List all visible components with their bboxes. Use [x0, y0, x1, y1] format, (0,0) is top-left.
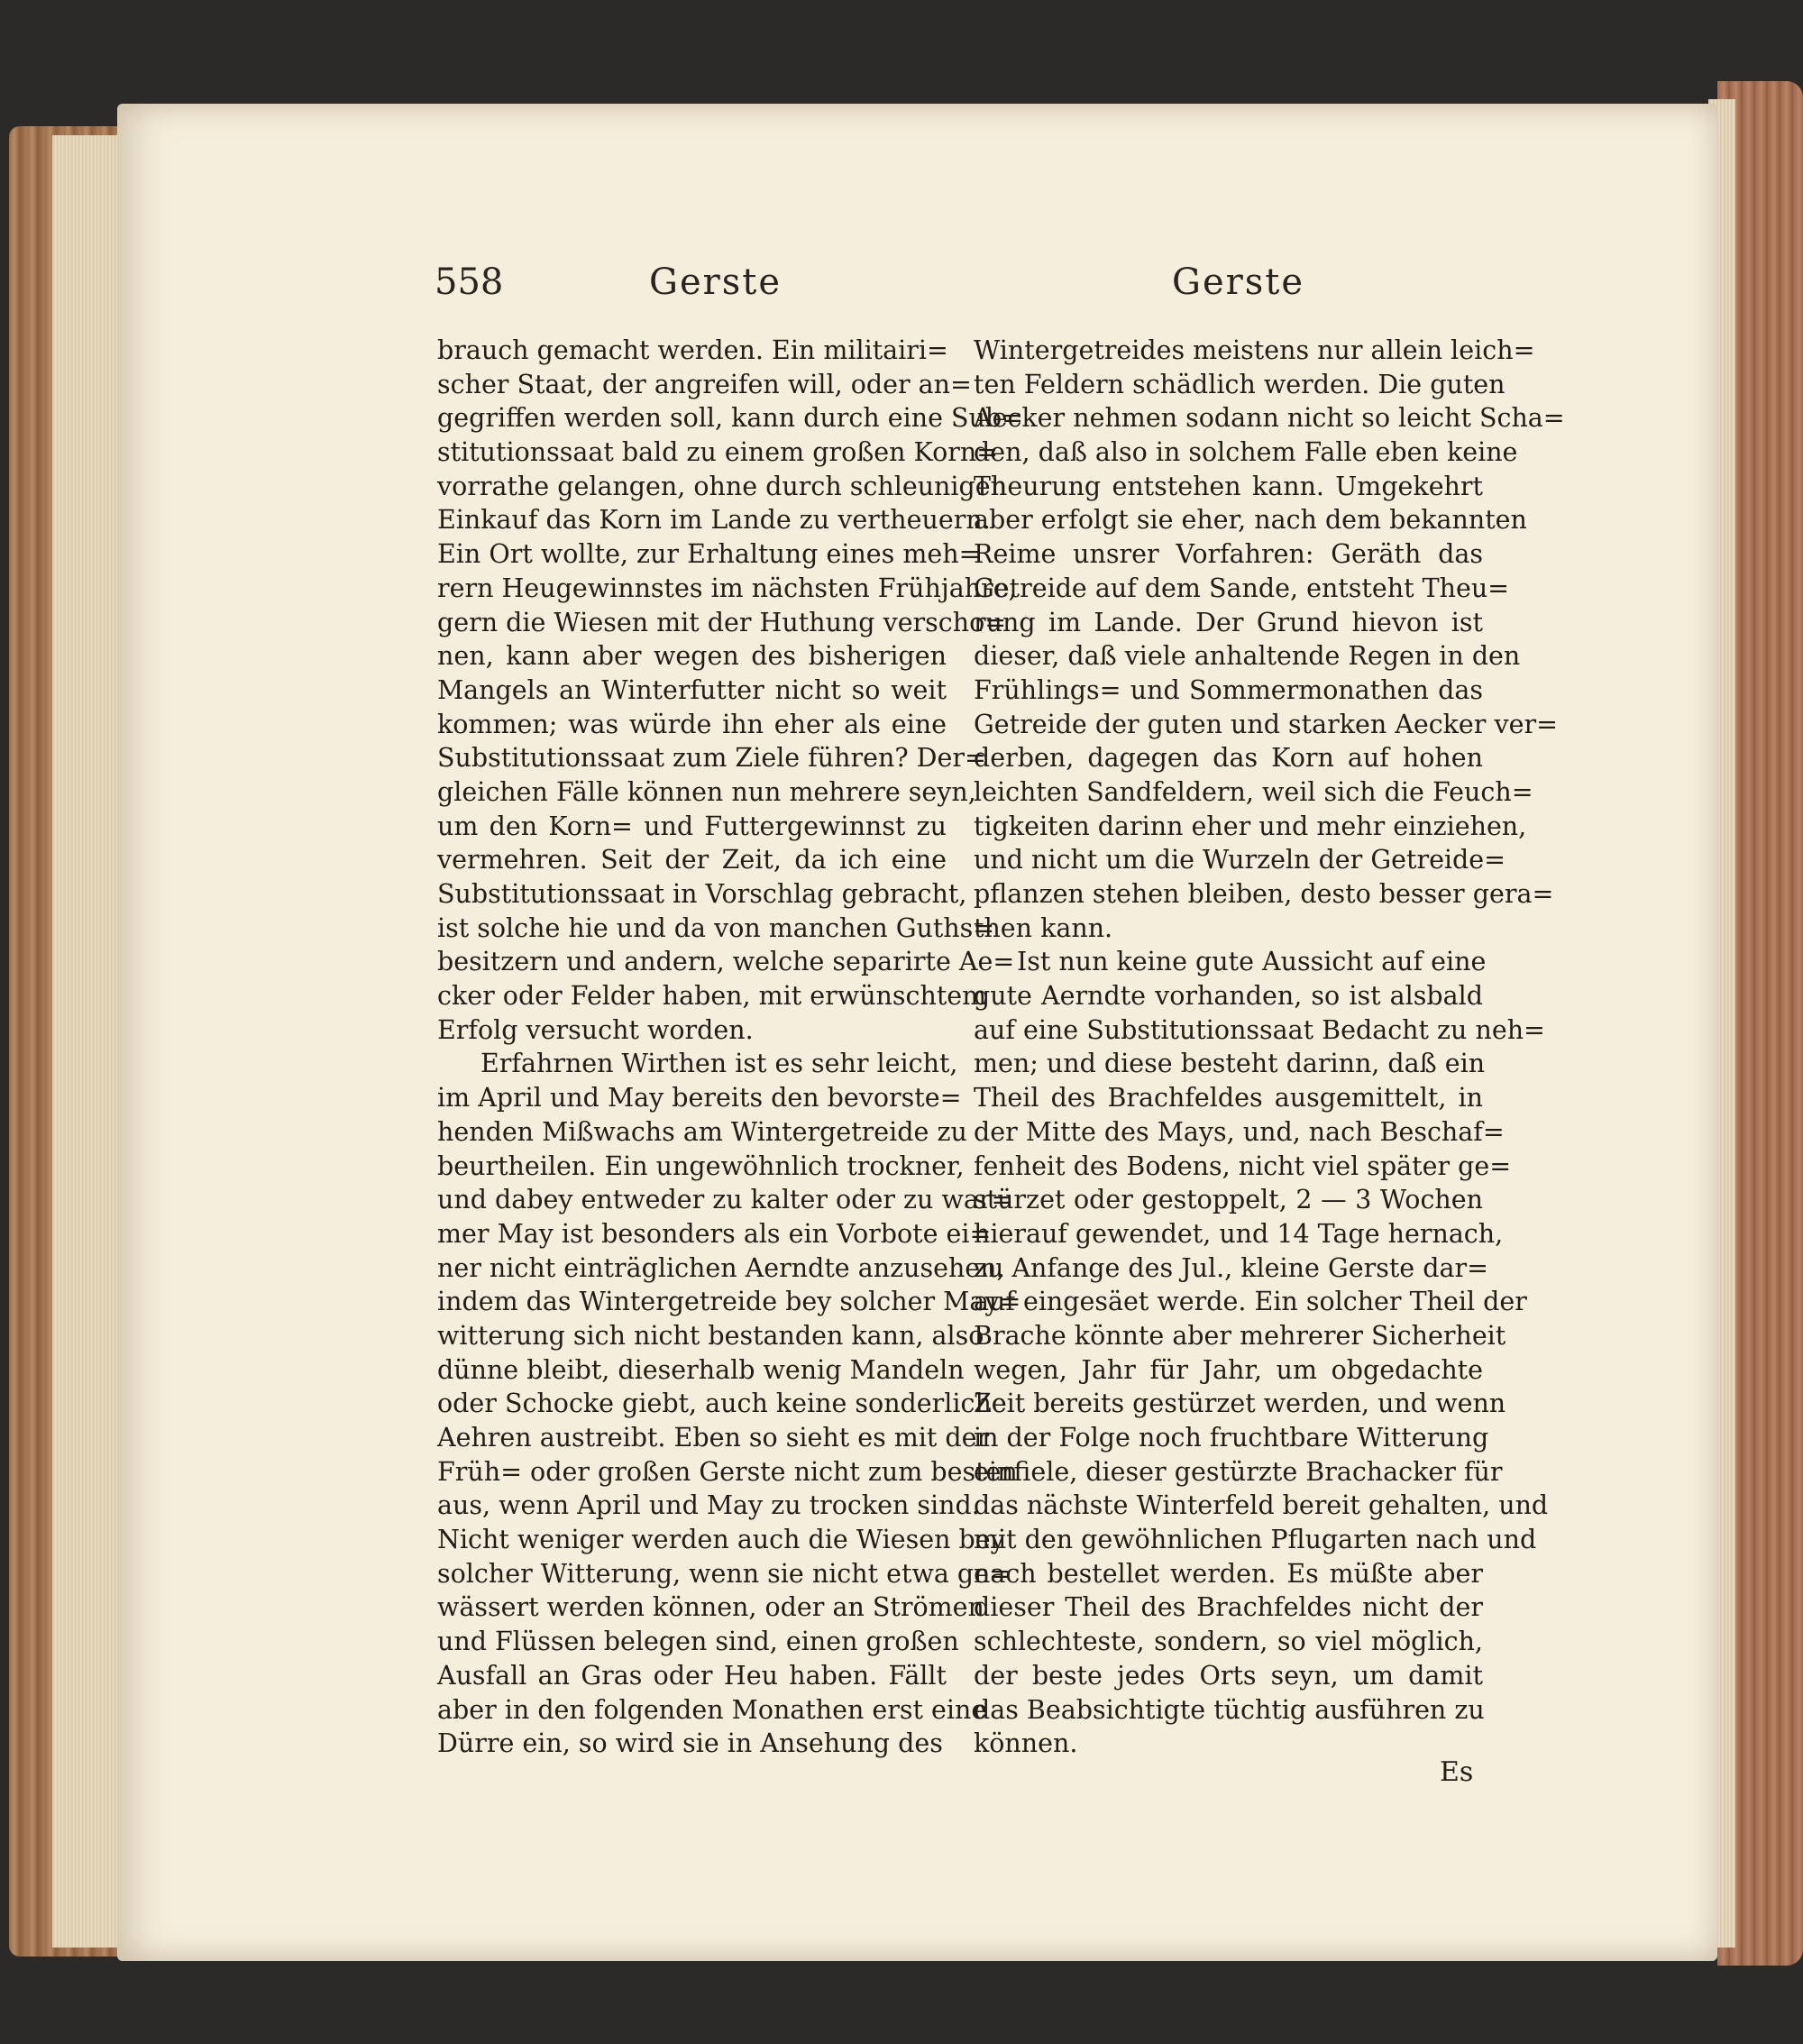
text-line: indem das Wintergetreide bey solcher May=: [437, 1287, 1021, 1317]
text-line: Aehren austreibt. Eben so sieht es mit der: [437, 1423, 990, 1453]
text-line: mer May ist besonders als ein Vorbote ei=: [437, 1218, 992, 1249]
text-line: gegriffen werden soll, kann durch eine Sub=: [437, 403, 1024, 434]
text-line: in der Folge noch fruchtbare Witterung: [974, 1423, 1489, 1453]
text-line: aber in den folgenden Monathen erst eine: [437, 1694, 987, 1725]
text-line: hierauf gewendet, und 14 Tage hernach,: [974, 1218, 1504, 1249]
text-line: mit den gewöhnlichen Pflugarten nach und: [974, 1525, 1537, 1555]
text-line: oder Schocke giebt, auch keine sonderliche: [437, 1389, 1007, 1419]
text-line: cker oder Felder haben, mit erwünschtem: [437, 981, 987, 1012]
text-line: Reime unsrer Vorfahren: Geräth das: [974, 539, 1483, 570]
text-line: witterung sich nicht bestanden kann, also: [437, 1320, 984, 1351]
text-line: henden Mißwachs am Wintergetreide zu: [437, 1116, 967, 1147]
text-line: Dürre ein, so wird sie in Ansehung des: [437, 1728, 943, 1759]
text-line: rung im Lande. Der Grund hievon ist: [974, 607, 1483, 637]
text-line: vorrathe gelangen, ohne durch schleunigen: [437, 471, 1007, 501]
text-line: auf eine Substitutionssaat Bedacht zu neh=: [974, 1014, 1545, 1045]
text-line: gleichen Fälle können nun mehrere seyn,: [437, 776, 976, 807]
text-line: das nächste Winterfeld bereit gehalten, und: [974, 1490, 1549, 1521]
text-line: und Flüssen belegen sind, einen großen: [437, 1627, 959, 1657]
text-line: und nicht um die Wurzeln der Getreide=: [974, 845, 1506, 875]
running-title-right: Gerste: [1172, 261, 1305, 303]
text-line: vermehren. Seit der Zeit, da ich eine: [437, 845, 947, 875]
text-line: scher Staat, der angreifen will, oder an=: [437, 369, 972, 399]
text-line: Substitutionssaat in Vorschlag gebracht,: [437, 879, 967, 909]
text-line: Mangels an Winterfutter nicht so weit: [437, 674, 947, 705]
left-text-column: [437, 334, 1024, 1761]
page-number: 558: [435, 261, 504, 303]
text-line: Theil des Brachfeldes ausgemittelt, in: [974, 1083, 1483, 1114]
catchword: Es: [1440, 1756, 1474, 1788]
text-line: beurtheilen. Ein ungewöhnlich trockner,: [437, 1150, 965, 1181]
text-line: fenheit des Bodens, nicht viel später ge=: [974, 1150, 1512, 1181]
text-line: gern die Wiesen mit der Huthung verscho=: [437, 607, 1007, 637]
text-line: und dabey entweder zu kalter oder zu war=: [437, 1185, 1013, 1215]
text-line: dieser Theil des Brachfeldes nicht der: [974, 1592, 1483, 1623]
running-title-left: Gerste: [649, 261, 783, 303]
text-line: nach bestellet werden. Es müßte aber: [974, 1558, 1483, 1589]
text-line: schlechteste, sondern, so viel möglich,: [974, 1627, 1483, 1657]
text-line: Ist nun keine gute Aussicht auf eine: [1017, 947, 1487, 977]
text-line: Getreide der guten und starken Aecker ver=: [974, 709, 1558, 739]
text-line: ner nicht einträglichen Aerndte anzusehen,: [437, 1252, 1005, 1283]
text-line: Erfolg versucht worden.: [437, 1014, 754, 1045]
text-line: um den Korn= und Futtergewinnst zu: [437, 811, 947, 841]
text-line: der beste jedes Orts seyn, um damit: [974, 1660, 1483, 1691]
text-line: kommen; was würde ihn eher als eine: [437, 709, 947, 739]
text-line: Früh= oder großen Gerste nicht zum besten: [437, 1456, 1018, 1487]
text-line: Getreide auf dem Sande, entsteht Theu=: [974, 573, 1510, 603]
right-text-column: [974, 334, 1565, 1761]
text-line: Wintergetreides meistens nur allein leich=: [974, 335, 1535, 365]
text-line: brauch gemacht werden. Ein militairi=: [437, 335, 948, 365]
text-line: Nicht weniger werden auch die Wiesen bey: [437, 1525, 1005, 1555]
text-line: Einkauf das Korn im Lande zu vertheuern.: [437, 505, 991, 536]
text-line: nen, kann aber wegen des bisherigen: [437, 641, 947, 672]
text-line: tigkeiten darinn eher und mehr einziehen,: [974, 811, 1527, 841]
text-line: stürzet oder gestoppelt, 2 — 3 Wochen: [974, 1185, 1483, 1215]
text-line: Aecker nehmen sodann nicht so leicht Scha=: [974, 403, 1565, 434]
text-line: pflanzen stehen bleiben, desto besser gera=: [974, 879, 1554, 909]
text-line: solcher Witterung, wenn sie nicht etwa ge=: [437, 1558, 1011, 1589]
text-line: gute Aerndte vorhanden, so ist alsbald: [974, 981, 1483, 1012]
text-line: Frühlings= und Sommermonathen das: [974, 674, 1483, 705]
text-line: auf eingesäet werde. Ein solcher Theil der: [974, 1287, 1527, 1317]
text-line: Substitutionssaat zum Ziele führen? Der=: [437, 743, 986, 774]
text-line: Theurung entstehen kann. Umgekehrt: [974, 471, 1483, 501]
text-line: dieser, daß viele anhaltende Regen in den: [974, 641, 1521, 672]
text-line: dünne bleibt, dieserhalb wenig Mandeln: [437, 1354, 965, 1385]
text-line: rern Heugewinnstes im nächsten Frühjahre,: [437, 573, 1017, 603]
text-line: Ausfall an Gras oder Heu haben. Fällt: [437, 1660, 947, 1691]
text-line: wässert werden können, oder an Strömen: [437, 1592, 984, 1623]
text-line: men; und diese besteht darinn, daß ein: [974, 1049, 1486, 1079]
text-line: im April und May bereits den bevorste=: [437, 1083, 962, 1114]
text-line: das Beabsichtigte tüchtig ausführen zu: [974, 1694, 1485, 1725]
text-line: ist solche hie und da von manchen Guths=: [437, 912, 995, 943]
text-line: besitzern und andern, welche separirte Ae=: [437, 947, 1015, 977]
text-line: derben, dagegen das Korn auf hohen: [974, 743, 1483, 774]
text-line: Ein Ort wollte, zur Erhaltung eines meh=: [437, 539, 981, 570]
text-line: Brache könnte aber mehrerer Sicherheit: [974, 1320, 1506, 1351]
text-line: zu Anfange des Jul., kleine Gerste dar=: [974, 1252, 1488, 1283]
text-line: leichten Sandfeldern, weil sich die Feuch=: [974, 776, 1533, 807]
text-line: wegen, Jahr für Jahr, um obgedachte: [974, 1354, 1483, 1385]
text-line: Zeit bereits gestürzet werden, und wenn: [974, 1389, 1506, 1419]
text-line: then kann.: [974, 912, 1113, 943]
text-line: der Mitte des Mays, und, nach Beschaf=: [974, 1116, 1505, 1147]
text-line: Erfahrnen Wirthen ist es sehr leicht,: [480, 1049, 958, 1079]
text-line: ten Feldern schädlich werden. Die guten: [974, 369, 1506, 399]
page-header: [0, 261, 1803, 316]
text-line: aus, wenn April und May zu trocken sind.: [437, 1490, 980, 1521]
text-line: können.: [974, 1728, 1078, 1759]
text-line: stitutionssaat bald zu einem großen Korn=: [437, 437, 999, 468]
text-line: aber erfolgt sie eher, nach dem bekannten: [974, 505, 1527, 536]
text-line: den, daß also in solchem Falle eben keine: [974, 437, 1518, 468]
text-line: einfiele, dieser gestürzte Brachacker für: [974, 1456, 1503, 1487]
